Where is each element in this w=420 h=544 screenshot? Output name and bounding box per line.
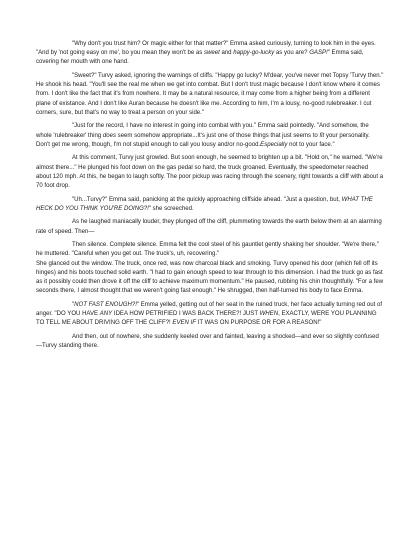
paragraph	[36, 333, 384, 351]
text-run: " Emma said, covering her mouth with one hand.	[36, 50, 364, 66]
emphasis-text: WHAT THE HECK DO YOU THINK YOU'RE DOING?!	[36, 196, 373, 212]
text-run: She glanced out the window. The truck, once red, was now charcoal black and smoking. Turvy opened his door (which fell off its hinges) and his boots touched solid earth. "I had to gain enough speed to tear through to this dimension. I had the truck go as fast as it possibly could then drove it off the cliff to achieve maximum momentum." He paused, rubbing his chin thoughtfully. "For a few seconds there, I almost thought that we weren't going fast enough." He shrugged, then half-turned his body to face Emma.	[36, 260, 384, 295]
paragraph	[36, 40, 384, 68]
text-run: "Just for the record, I have no interest in going into combat with you." Emma said pointedly. "And somehow, the whole 'rulebreaker' thing	[36, 123, 369, 139]
emphasis-text: ANY	[99, 311, 113, 318]
story-page	[36, 40, 384, 356]
text-run: " Emma yelled, getting out of her seat in the ruined truck, her face actually turning red out of anger. "DO YOU HAVE	[36, 301, 383, 318]
text-run: At this comment, Turvy just growled. But soon enough, he seemed to brighten up a bit. "Hold on," he warned. "We're almost there..." He plunged his foot down on the gas pedal so hard, the truck groaned. Eventually, the speedometer reached about 120 mph. At this, he began to laugh softly. The poor pickup was racing through the scenery, right towards a cliff with about a 70 foot drop.	[36, 155, 384, 190]
paragraph	[36, 260, 384, 297]
text-run: "Uh...Turvy?" Emma said, panicking at the quickly approaching cliffside ahead. "Just a question, but,	[72, 196, 342, 203]
text-run: IT WAS ON PURPOSE OR FOR A REASON!"	[195, 320, 322, 327]
emphasis-text: does	[102, 132, 116, 139]
text-run: , EXACTLY, WERE YOU PLANNING TO TELL ME ABOUT DRIVING OFF THE CLIFF?!	[36, 311, 377, 327]
text-run: seem somehow appropriate...It's just one of those things that just seems to	[115, 132, 320, 139]
emphasis-text: Especially	[260, 141, 288, 148]
emphasis-text: NOT FAST ENOUGH?!	[74, 301, 137, 308]
text-run: " she screeched.	[148, 205, 194, 212]
text-run: Then silence. Complete silence. Emma felt the cool steel of his gauntlet gently shaking her shoulder. "We're there," he muttered. "Careful when you get out. The truck's, uh, recovering."	[36, 242, 379, 258]
text-run: "	[72, 301, 75, 308]
text-run: your personality. Don't get me wrong, though, I'm not stupid enough to call you lousy and/or no-good.	[36, 132, 370, 148]
emphasis-text: fit	[319, 132, 325, 139]
emphasis-text: sweet	[203, 50, 220, 57]
text-run: not to your face."	[287, 141, 335, 148]
text-run: and	[219, 50, 234, 57]
emphasis-text: EVEN IF	[172, 320, 196, 327]
paragraph	[36, 196, 384, 214]
paragraph	[36, 218, 384, 236]
paragraph	[36, 72, 384, 118]
text-run: as you are?	[274, 50, 310, 57]
text-run: "Sweet?" Turvy asked, ignoring the warnings of cliffs. "Happy go lucky? M'dear, you've never met Topsy 'Turvy then." He shook his head. "You'll see the real me when we get into combat. But I don't trust magic because I don't know where it comes from. I don't like the fact that it's from nowhere. It may be a natural resource, it may come from a higher being from a different plane of existance. And I don't like Auran because he doesn't like me. According to him, I'm a lousy, no-good rulebreaker. I cut corners, sure, but that's no way to treat a person on your side."	[36, 73, 384, 116]
emphasis-text: happy-go-lucky	[233, 50, 275, 57]
paragraph	[36, 241, 384, 259]
text-run: IDEA HOW PETRIFIED I WAS BACK THERE?! JUST	[112, 311, 260, 318]
emphasis-text: WHEN	[259, 311, 279, 318]
paragraph	[36, 122, 384, 150]
paragraph	[36, 154, 384, 191]
emphasis-text: GASP!	[309, 50, 328, 57]
text-run: As he laughed maniacally louder, they plunged off the cliff, plummeting towards the earth below them at an alarming rate of speed. Then—	[36, 219, 382, 235]
text-run: "Why don't you trust him? Or magic either for that matter?" Emma asked curiously, turning to look him in the eyes. "And by 'not going easy on me', bo you mean they won't be as	[36, 41, 376, 57]
text-run: And then, out of nowhere, she suddenly keeled over and fainted, leaving a shocked—and ever so slightly confused—Turvy standing there.	[36, 333, 379, 350]
paragraph	[36, 301, 384, 329]
